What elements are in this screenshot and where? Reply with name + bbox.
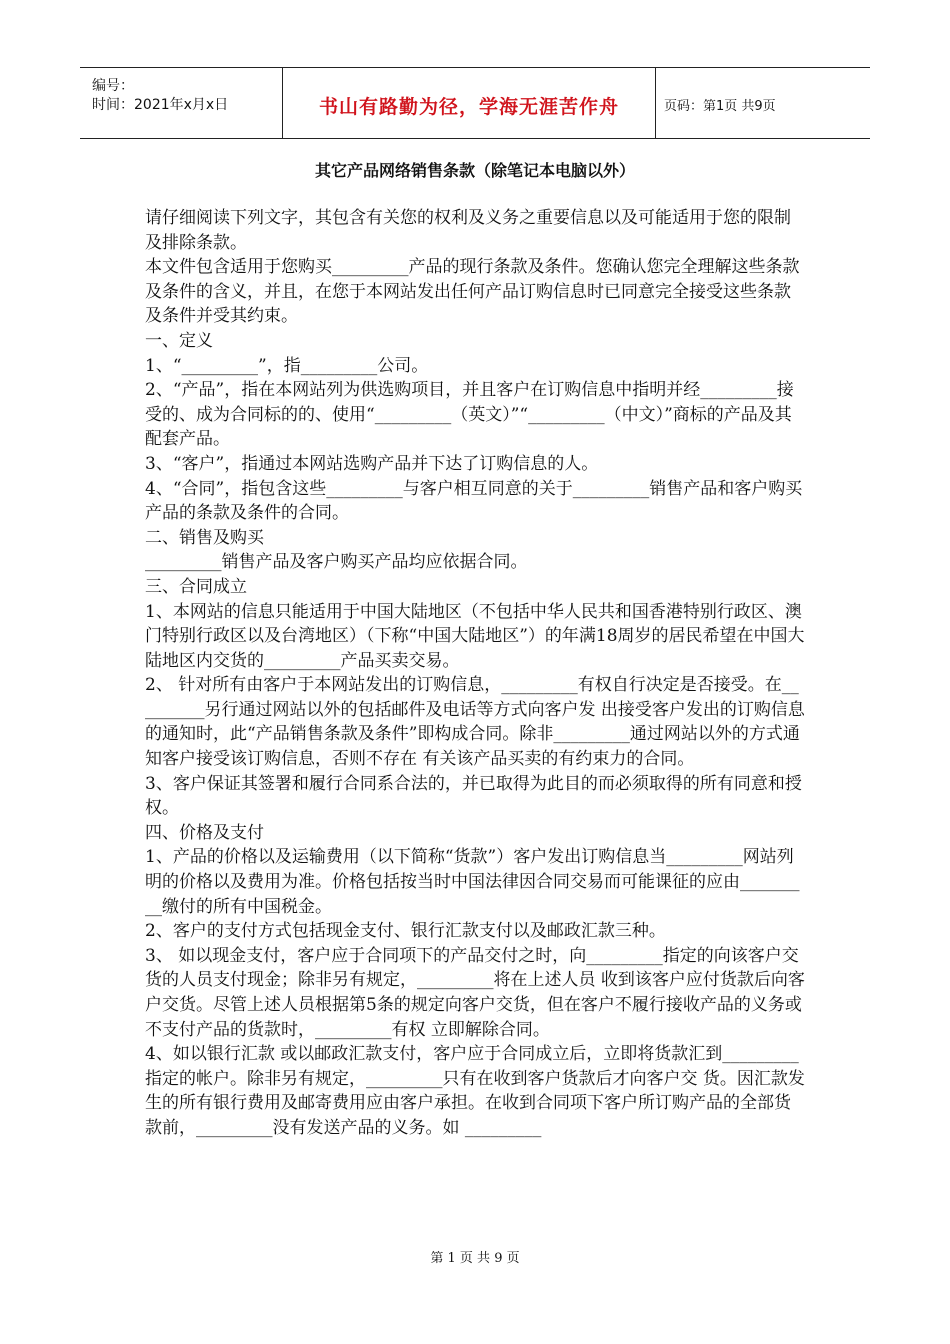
section-heading: 三、合同成立 [145,576,247,597]
paragraph: 3、“客户”，指通过本网站选购产品并下达了订购信息的人。 [145,453,599,474]
document-number-label: 编号： [92,78,134,94]
paragraph: 4、如以银行汇款 或以邮政汇款支付，客户应于合同成立后，立即将货款汇到_________指定的帐户。除非另有规定，_________只有在收到客户货款后才向客户交 货。因汇款发生的所有银行费用及邮寄费用应由客户承担。在收到合同项下客户所订购产品的全部货款前，_________没有发送产品的义务。如 _________ [145,1044,805,1138]
page-footer: 第 1 页 共 9 页 [430,1251,520,1266]
paragraph: 2、“产品”，指在本网站列为供选购项目，并且客户在订购信息中指明并经_________接受的、成为合同标的的、使用“_________（英文）”“_________（中文）”商标的产品及其配套产品。 [145,380,794,450]
header-motto-cell [283,68,656,138]
paragraph: 1、本网站的信息只能适用于中国大陆地区（不包括中华人民共和国香港特别行政区、澳门特别行政区以及台湾地区）（下称“中国大陆地区”）的年满18周岁的居民希望在中国大陆地区内交货的_________产品买卖交易。 [145,601,805,671]
paragraph: 本文件包含适用于您购买_________产品的现行条款及条件。您确认您完全理解这些条款及条件的含义，并且，在您于本网站发出任何产品订购信息时已同意完全接受这些条款及条件并受其约束。 [145,257,800,327]
paragraph: _________销售产品及客户购买产品均应依据合同。 [145,552,528,573]
section-heading: 二、销售及购买 [145,527,264,548]
paragraph: 1、产品的价格以及运输费用（以下简称“货款”）客户发出订购信息当_________网站列明的价格以及费用为准。价格包括按当时中国法律因合同交易而可能课征的应由_________缴付的所有中国税金。 [145,847,800,917]
header-page-cell [656,68,870,138]
document-body [145,206,807,1141]
section-heading: 一、定义 [145,330,213,351]
paragraph: 4、“合同”，指包含这些_________与客户相互同意的关于_________销售产品和客户购买产品的条款及条件的合同。 [145,478,803,524]
paragraph: 3、客户保证其签署和履行合同系合法的，并已取得为此目的而必须取得的所有同意和授权。 [145,773,802,819]
section-heading: 四、价格及支付 [145,822,264,843]
paragraph: 2、 针对所有由客户于本网站发出的订购信息，_________有权自行决定是否接受。在_________另行通过网站以外的包括邮件及电话等方式向客户发 出接受客户发出的订购信息的通知时，此“产品销售条款及条件”即构成合同。除非_________通过网站以外的方式通知客户接受该订购信息，否则不存在 有关该产品买卖的有约束力的合同。 [145,675,805,770]
header-motto: 书山有路勤为径，学海无涯苦作舟 [318,96,619,118]
document-title: 其它产品网络销售条款（除笔记本电脑以外） [314,161,635,180]
paragraph: 2、客户的支付方式包括现金支付、银行汇款支付以及邮政汇款三种。 [145,921,666,942]
paragraph: 3、 如以现金支付，客户应于合同项下的产品交付之时，向_________指定的向该客户交货的人员支付现金；除非另有规定，_________将在上述人员 收到该客户应付货款后向客户交货。尽管上述人员根据第5条的规定向客户交货，但在客户不履行接收产品的义务或不支付产品的货款时，_________有权 立即解除合同。 [145,945,805,1040]
paragraph: 请仔细阅读下列文字，其包含有关您的权利及义务之重要信息以及可能适用于您的限制及排除条款。 [145,208,791,253]
header-info-cell [80,68,283,138]
header-page-info: 页码：第1页 共9页 [664,99,776,114]
document-time-label: 时间：2021年x月x日 [92,97,229,113]
page-header [80,67,870,139]
paragraph: 1、“_________”，指_________公司。 [145,355,429,376]
